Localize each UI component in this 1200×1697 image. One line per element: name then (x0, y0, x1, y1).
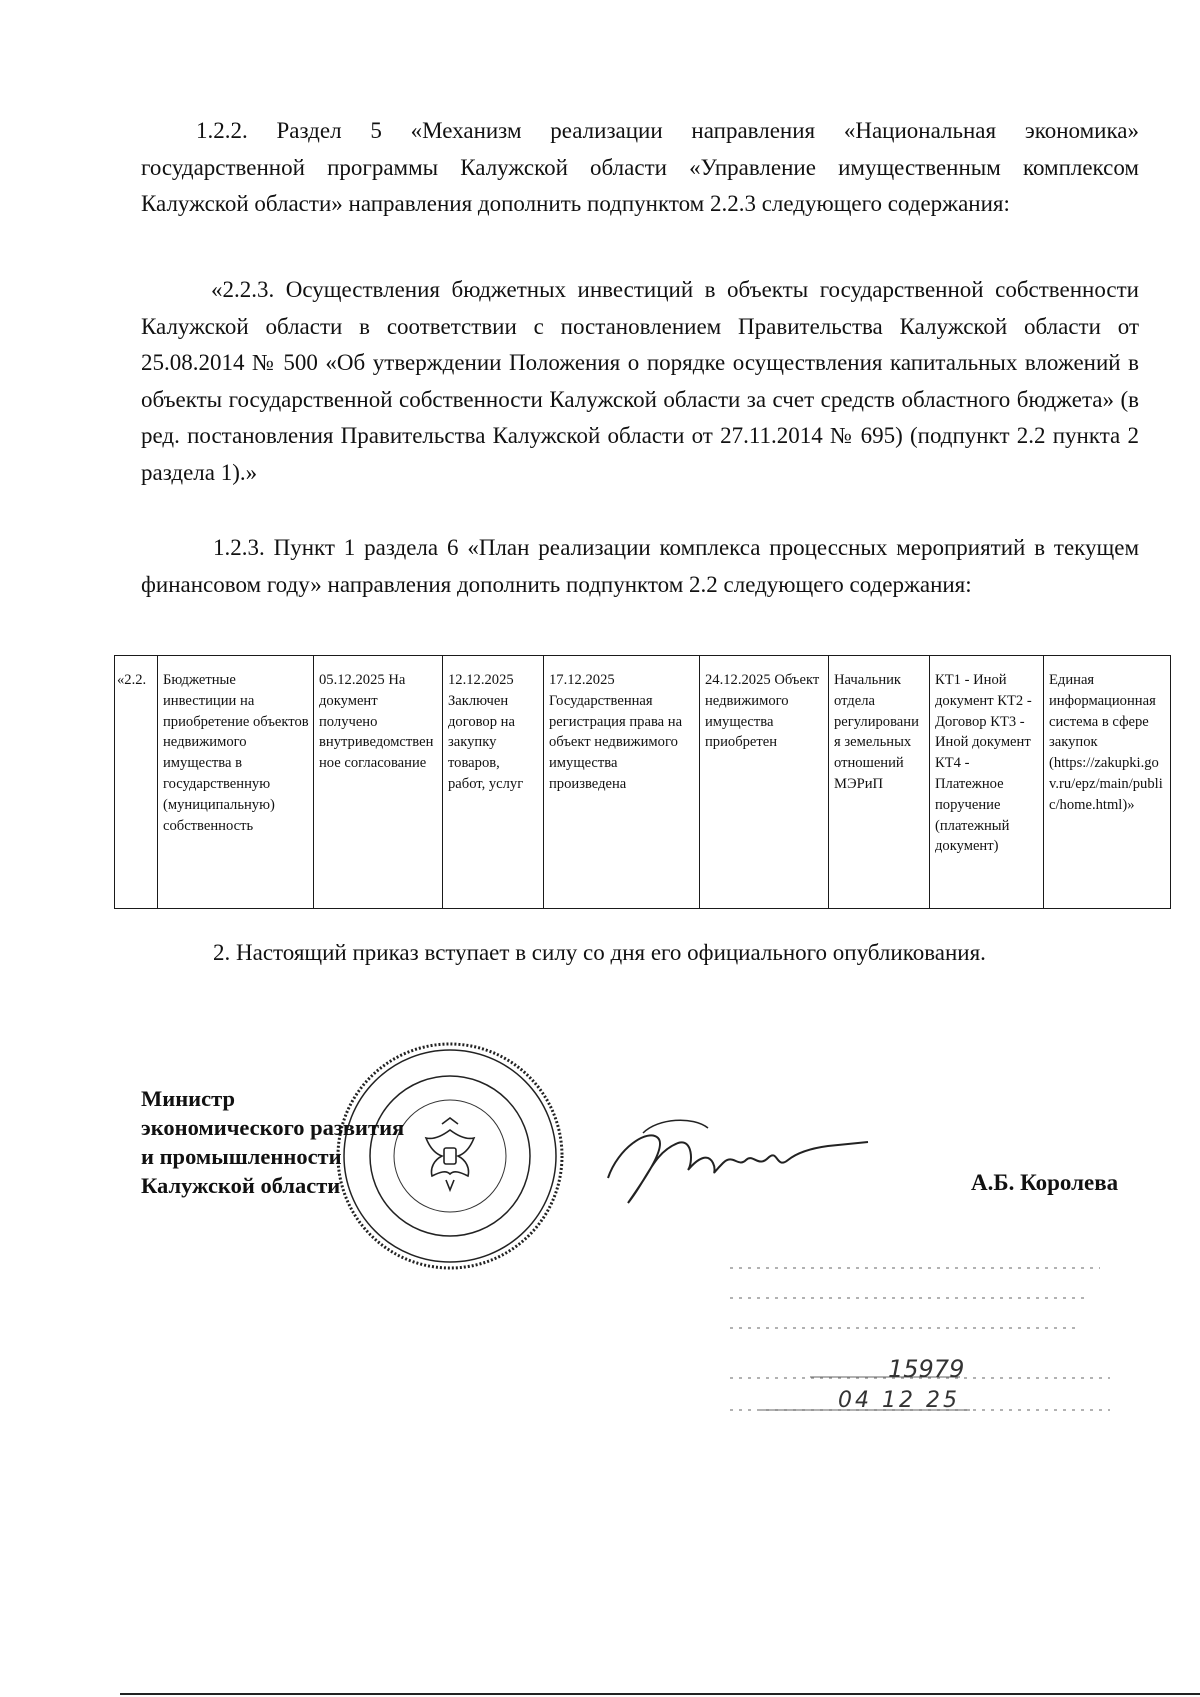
table-cell-kt4: 24.12.2025 Объект недвижимого имущества приобретен (700, 656, 829, 909)
paragraph-2-2-3: «2.2.3. Осуществления бюджетных инвестиций в объекты государственной собственности Калужской области в соответствии с постановлением Правительства Калужской области от 25.08.2014 № 500 «Об утверждении Положения о порядке осуществления капитальных вложений в объекты государственной собственности Калужской области за счет средств областного бюджета» (в ред. постановления Правительства Калужской области от 27.11.2014 № 695) (подпункт 2.2 пункта 2 раздела 1).» (141, 277, 1139, 485)
table-row (115, 656, 1171, 909)
signatory-name: А.Б. Королева (971, 1170, 1119, 1195)
table-cell-kt2: 12.12.2025 Заключен договор на закупку товаров, работ, услуг (443, 656, 544, 909)
page-bottom-line (120, 1693, 1200, 1695)
handwritten-signature (598, 1108, 878, 1218)
table-cell-documents: КТ1 - Иной документ КТ2 - Договор КТ3 - Иной документ КТ4 - Платежное поручение (платежный документ) (930, 656, 1044, 909)
registration-number: 15979 (888, 1355, 965, 1383)
table-cell-info-system: Единая информационная система в сфере закупок (https://zakupki.gov.ru/epz/main/public/home.html)» (1044, 656, 1171, 909)
eagle-emblem-icon (426, 1118, 474, 1190)
registration-date: 04 12 25 (838, 1388, 960, 1413)
position-line: и промышленности (141, 1144, 342, 1169)
position-line: Министр (141, 1086, 235, 1111)
table-cell-kt1: 05.12.2025 На документ получено внутриведомственное согласование (314, 656, 443, 909)
paragraph-2: 2. Настоящий приказ вступает в силу со дня его официального опубликования. (213, 940, 986, 965)
table-cell-responsible: Начальник отдела регулирования земельных отношений МЭРиП (829, 656, 930, 909)
table-cell-number: «2.2. (115, 656, 158, 909)
table-cell-measure: Бюджетные инвестиции на приобретение объектов недвижимого имущества в государственную (муниципальную) собственность (158, 656, 314, 909)
paragraph-1-2-2: 1.2.2. Раздел 5 «Механизм реализации направления «Национальная экономика» государственной программы Калужской области «Управление имущественным комплексом Калужской области» направления дополнить подпунктом 2.2.3 следующего содержания: (141, 118, 1139, 216)
position-line: Калужской области (141, 1173, 341, 1198)
plan-table (114, 655, 1171, 909)
position-line: экономического развития (141, 1115, 405, 1140)
signatory-position (141, 1084, 404, 1200)
paragraph-1-2-3: 1.2.3. Пункт 1 раздела 6 «План реализации комплекса процессных мероприятий в текущем финансовом году» направления дополнить подпунктом 2.2 следующего содержания: (141, 535, 1139, 597)
table-cell-kt3: 17.12.2025 Государственная регистрация права на объект недвижимого имущества произведена (544, 656, 700, 909)
